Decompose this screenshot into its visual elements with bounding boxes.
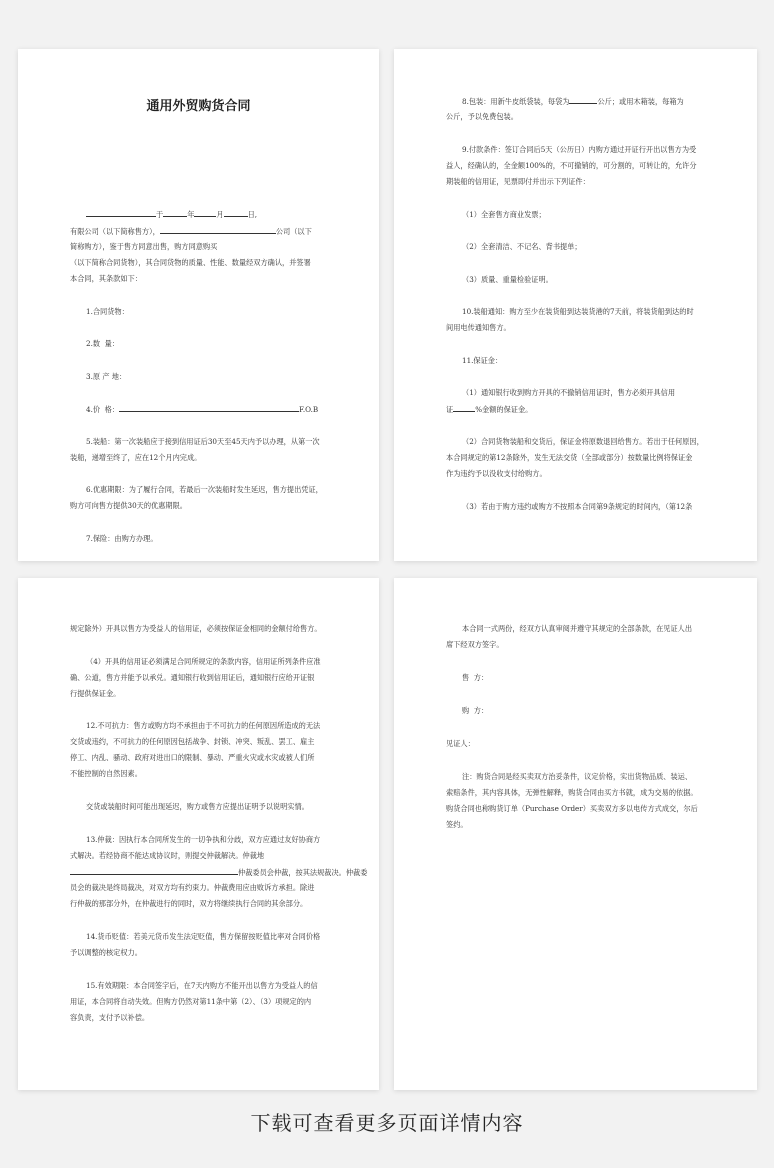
deposit-3a: （3）若由于购方违约或购方不按照本合同第9条规定的时间内，（第12条 bbox=[462, 502, 693, 511]
note-1: 注：购货合同是经买卖双方治妥条件，议定价格，实出货物品质、装运、 bbox=[462, 772, 693, 781]
deposit-3b: 规定除外）开具以售方为受益人的信用证，必须按保证金相同的金额付给售方。 bbox=[70, 624, 322, 633]
note-2: 索赔条件，其内容具体，无弹性解释，购货合同由买方书就，成为交易的依据。 bbox=[446, 788, 698, 797]
note-3: 购货合同也称购货订单（Purchase Order）买卖双方多以电传方式成交，尔后 bbox=[446, 804, 698, 813]
deposit-2b: 本合同规定的第12条除外，发生无法交货（全部或部分）按数量比例将保证金 bbox=[446, 453, 693, 462]
deposit-2c: 作为违约予以没收支付给购方。 bbox=[446, 469, 547, 478]
clause-packing-2: 公斤，予以免费包装。 bbox=[446, 112, 518, 121]
clause-grace-1: 6.优惠期限：为了履行合同，若最后一次装船时发生延迟，售方提出凭证， bbox=[86, 485, 323, 494]
clause-insurance: 7.保险：由购方办理。 bbox=[86, 534, 158, 543]
clause-notice-1: 10.装船通知：购方至少在装货船到达装货港的7天前，将装货船到达的时 bbox=[462, 307, 694, 316]
clause-grace-2: 购方可向售方提供30天的优惠期限。 bbox=[70, 501, 187, 510]
party-line-b: 简称购方），鉴于售方同意出售，购方同意购买 bbox=[70, 242, 218, 251]
clause-force-majeure-1: 12.不可抗力：售方或购方均不承担由于不可抗力的任何原因所造成的无法 bbox=[86, 721, 321, 730]
clause-validity-2: 用证，本合同将自动失效。但购方仍然对第11条中第（2）、（3）项规定的内 bbox=[70, 997, 312, 1006]
clause-force-majeure-2: 交货或违约，不可抗力的任何原因包括战争、封锁、冲突、叛乱、罢工、雇主 bbox=[70, 737, 315, 746]
party-line-a: 有限公司（以下简称售方）， 公司（以下 bbox=[70, 227, 312, 236]
clause-arbitration-5: 行仲裁的那部分外，在仲裁进行的同时，双方将继续执行合同的其余部分。 bbox=[70, 899, 308, 908]
clause-delay: 交货或装船时间可能出现延迟，购方或售方应提出证明予以说明实情。 bbox=[86, 802, 309, 811]
clause-validity-3: 容负责，支付予以补偿。 bbox=[70, 1013, 150, 1022]
clause-arbitration-4: 员会的裁决是终局裁决，对双方均有约束力。仲裁费用应由败诉方承担。除进 bbox=[70, 883, 315, 892]
note-4: 签约。 bbox=[446, 820, 468, 829]
clause-arbitration-3: 仲裁委员会仲裁，按其法规裁决。仲裁委 bbox=[70, 867, 367, 878]
deposit-4a: （4）开具的信用证必须满足合同所规定的条款内容，信用证所列条件应准 bbox=[86, 657, 321, 666]
date-line: 于 年 月 日, bbox=[86, 209, 257, 220]
deposit-4b: 确、公道，售方并能予以承兑。通知银行收到信用证后，通知银行应给开证银 bbox=[70, 673, 315, 682]
clause-packing-1: 8.包装：用新牛皮纸袋装，每袋为 公斤；或用木箱装，每箱为 bbox=[462, 97, 684, 106]
download-more-text: 下载可查看更多页面详情内容 bbox=[250, 1111, 524, 1135]
clause-currency-2: 予以调整的核定权力。 bbox=[70, 948, 142, 957]
buyer-signature-label: 购 方： bbox=[462, 706, 489, 715]
closing-1: 本合同一式两份，经双方认真审阅并遵守其规定的全部条款，在见证人出 bbox=[462, 624, 693, 633]
clause-payment-1: 9.付款条件：签订合同后5天（公历日）内购方通过开证行开出以售方为受 bbox=[462, 145, 697, 154]
doc-bill-of-lading: （2）全套清洁、不记名、背书提单； bbox=[462, 242, 582, 251]
contract-page-2 bbox=[394, 49, 757, 561]
intro-line-2: 本合同，其条款如下： bbox=[70, 274, 142, 283]
clause-origin: 3.原 产 地： bbox=[86, 372, 127, 381]
clause-quantity: 2.数 量： bbox=[86, 339, 119, 348]
document-title: 通用外贸购货合同 bbox=[146, 99, 251, 114]
clause-payment-2: 益人，经确认的，全金额100%的，不可撤销的，可分割的，可转让的，允许分 bbox=[446, 161, 697, 170]
deposit-1b: 证 %金额的保证金。 bbox=[446, 405, 533, 414]
contract-page-1 bbox=[18, 49, 379, 561]
clause-force-majeure-4: 不能控制的自然因素。 bbox=[70, 769, 142, 778]
clause-payment-3: 期装船的信用证，见票即付并出示下列证件： bbox=[446, 177, 590, 186]
witness-label: 见证人： bbox=[446, 739, 475, 748]
clause-shipment-1: 5.装船：第一次装船应于接到信用证后30天至45天内予以办理，从第一次 bbox=[86, 437, 320, 446]
contract-page-4 bbox=[394, 578, 757, 1090]
clause-deposit: 11.保证金： bbox=[462, 356, 503, 365]
intro-line-1: （以下简称合同货物），其合同货物的质量、性能、数量经双方确认，并签署 bbox=[70, 258, 311, 267]
clause-arbitration-1: 13.仲裁：因执行本合同所发生的一切争执和分歧，双方应通过友好协商方 bbox=[86, 835, 321, 844]
deposit-2a: （2）合同货物装船和交货后，保证金将原数退回给售方。若出于任何原因， bbox=[462, 437, 704, 446]
clause-force-majeure-3: 停工、内乱、骚动、政府对进出口的限制、暴动、严重火灾或水灾或被人们所 bbox=[70, 753, 315, 762]
clause-validity-1: 15.有效期限：本合同签字后，在7天内购方不能开出以售方为受益人的信 bbox=[86, 981, 318, 990]
clause-goods: 1.合同货物： bbox=[86, 307, 129, 316]
clause-arbitration-2: 式解决。若经协商不能达成协议时，则提交仲裁解决。仲裁地 bbox=[70, 851, 265, 860]
seller-signature-label: 售 方： bbox=[462, 673, 489, 682]
deposit-4c: 行提供保证金。 bbox=[70, 689, 121, 698]
doc-inspection: （3）质量、重量检验证明。 bbox=[462, 275, 553, 284]
clause-currency-1: 14.货币贬值：若美元货币发生法定贬值，售方保留按贬值比率对合同价格 bbox=[86, 932, 321, 941]
clause-price: 4.价 格： F.O.B bbox=[86, 405, 319, 414]
contract-page-3 bbox=[18, 578, 379, 1090]
doc-invoice: （1）全套售方商业发票； bbox=[462, 210, 546, 219]
closing-2: 席下经双方签字。 bbox=[446, 640, 504, 649]
clause-shipment-2: 装船，递增至终了，应在12个月内完成。 bbox=[70, 453, 202, 462]
deposit-1a: （1）通知银行收到购方开具的不撤销信用证时，售方必须开具信用 bbox=[462, 388, 676, 397]
clause-notice-2: 间用电传通知售方。 bbox=[446, 323, 511, 332]
